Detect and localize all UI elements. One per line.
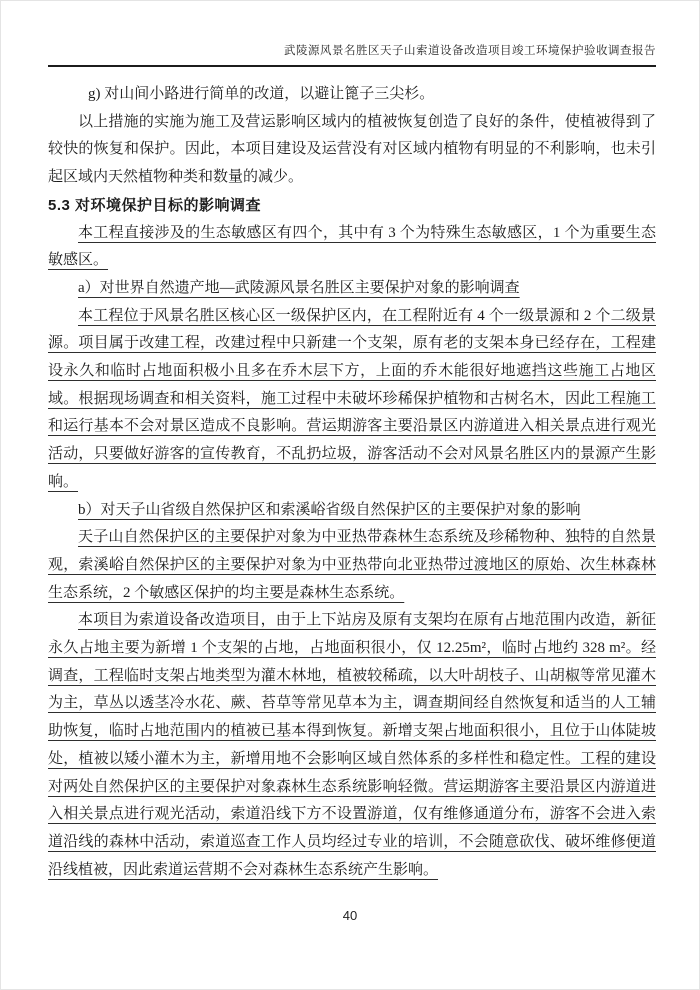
paragraph-project-impact-analysis: 本项目为索道设备改造项目，由于上下站房及原有支架均在原有占地范围内改造，新征永久占地主要为新增 1 个支架的占地，占地面积很小，仅 12.25m²，临时占地约 328 m²。经调查，工程临时支架占地类型为灌木林地，植被较稀疏，以大叶胡枝子、山胡椒等常见灌木为主，草丛以透茎冷水花、蕨、苔草等常见草本为主，调查期间经自然恢复和适当的人工辅助恢复，临时占地范围内的植被已基本得到恢复。新增支架占地面积很小，且位于山体陡坡处，植被以矮小灌木为主，新增用地不会影响区域自然体系的多样性和稳定性。工程的建设对两处自然保护区的主要保护对象森林生态系统影响轻微。营运期游客主要沿景区内游道进入相关景点进行观光活动，索道沿线下方不设置游道，仅有维修通道分布，游客不会进入索道沿线的森林中活动，索道巡查工作人员均经过专业的培训，不会随意砍伐、破坏维修便道沿线植被，因此索道运营期不会对森林生态系统产生影响。 (48, 612, 656, 878)
page-number: 40 (342, 908, 358, 923)
running-header-title: 武陵源风景名胜区天子山索道设备改造项目竣工环境保护验收调查报告 (284, 45, 656, 57)
list-item-g: g) 对山间小路进行简单的改道，以避让篦子三尖杉。 (88, 86, 435, 102)
subheading-b: b）对天子山省级自然保护区和索溪峪省级自然保护区的主要保护对象的影响 (78, 501, 581, 518)
paragraph-reserves-protection-objects: 天子山自然保护区的主要保护对象为中亚热带森林生态系统及珍稀物种、独特的自然景观，索溪峪自然保护区的主要保护对象为中亚热带向北亚热带过渡地区的原始、次生林森林生态系统，2 个敏感区保护的均主要是森林生态系统。 (48, 529, 656, 601)
header-rule (48, 65, 656, 67)
section-heading-5-3: 5.3 对环境保护目标的影响调查 (48, 196, 262, 214)
subheading-a: a）对世界自然遗产地—武陵源风景名胜区主要保护对象的影响调查 (78, 279, 520, 296)
page-body (48, 81, 656, 884)
paragraph-sensitive-zones: 本工程直接涉及的生态敏感区有四个，其中有 3 个为特殊生态敏感区，1 个为重要生态敏感区。 (48, 224, 656, 269)
paragraph-vegetation-recovery: 以上措施的实施为施工及营运影响区域内的植被恢复创造了良好的条件，使植被得到了较快的恢复和保护。因此，本项目建设及运营没有对区域内植物有明显的不利影响，也未引起区域内天然植物种类和数量的减少。 (48, 113, 656, 186)
paragraph-scenic-area-impact: 本工程位于风景名胜区核心区一级保护区内，在工程附近有 4 个一级景源和 2 个二级景源。项目属于改建工程，改建过程中只新建一个支架，原有老的支架本身已经存在，工程建设永久和临时占地面积极小且多在乔木层下方，上面的乔木能很好地遮挡这些施工占地区域。根据现场调查和相关资料，施工过程中未破坏珍稀保护植物和古树名木，因此工程施工和运行基本不会对景区造成不良影响。营运期游客主要沿景区内游道进入相关景点进行观光活动，只要做好游客的宣传教育，不乱扔垃圾，游客活动不会对风景名胜区内的景源产生影响。 (48, 307, 656, 490)
